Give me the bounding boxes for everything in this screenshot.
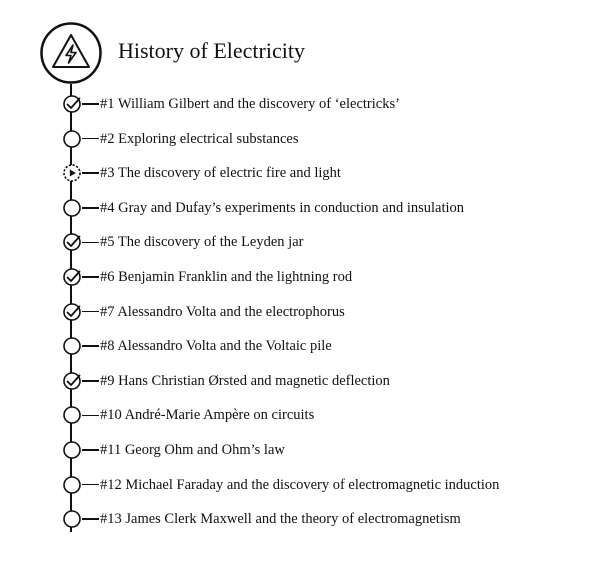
lesson-label: #9 Hans Christian Ørsted and magnetic deflection [100,372,390,389]
lesson-label: #8 Alessandro Volta and the Voltaic pile [100,338,332,355]
page-title: History of Electricity [118,38,305,63]
lesson-label: #2 Exploring electrical substances [100,130,299,147]
lesson-label: #10 André-Marie Ampère on circuits [100,407,315,424]
connector-line [82,345,99,347]
empty-circle-icon [62,440,82,460]
connector-line [82,484,99,486]
lesson-label: #6 Benjamin Franklin and the lightning rod [100,269,353,285]
check-circle-icon [62,267,82,287]
empty-circle-icon [62,405,82,425]
lesson-item[interactable] [62,475,499,495]
lesson-label: #12 Michael Faraday and the discovery of electromagnetic induction [100,476,500,493]
connector-line [82,276,99,278]
lesson-item[interactable] [62,302,345,322]
lesson-item[interactable] [62,440,285,460]
lesson-item[interactable] [62,232,303,252]
check-circle-icon [62,302,82,322]
check-circle-icon [62,371,82,391]
lesson-label: #7 Alessandro Volta and the electrophorus [100,303,345,320]
lesson-label: #1 William Gilbert and the discovery of ‘electricks’ [100,96,400,112]
connector-line [82,207,99,209]
empty-circle-icon [62,475,82,495]
empty-circle-icon [62,336,82,356]
empty-circle-icon [62,198,82,218]
lesson-label: #5 The discovery of the Leyden jar [100,234,304,251]
check-circle-icon [62,232,82,252]
lesson-label: #11 Georg Ohm and Ohm’s law [100,442,285,458]
lesson-label: #13 James Clerk Maxwell and the theory of electromagnetism [100,511,461,528]
connector-line [82,380,99,382]
empty-circle-icon [62,129,82,149]
connector-line [82,518,99,520]
lesson-item[interactable] [62,509,461,529]
course-badge [40,22,102,84]
lesson-item[interactable] [62,336,332,356]
lesson-item[interactable] [62,405,314,425]
connector-line [82,138,99,140]
check-circle-icon [62,94,82,114]
lesson-label: #4 Gray and Dufay’s experiments in conduction and insulation [100,199,465,216]
connector-line [82,449,99,451]
play-circle-icon [62,163,82,183]
connector-line [82,103,99,105]
connector-line [82,415,99,417]
lightning-bolt-icon [53,35,89,67]
lesson-item[interactable] [62,198,464,218]
lesson-item[interactable] [62,94,400,114]
lesson-item[interactable] [62,267,352,287]
connector-line [82,311,99,313]
connector-line [82,242,99,244]
lesson-item[interactable] [62,129,299,149]
lesson-item[interactable] [62,163,341,183]
connector-line [82,172,99,174]
lesson-item[interactable] [62,371,390,391]
empty-circle-icon [62,509,82,529]
lesson-label: #3 The discovery of electric fire and light [100,165,341,182]
